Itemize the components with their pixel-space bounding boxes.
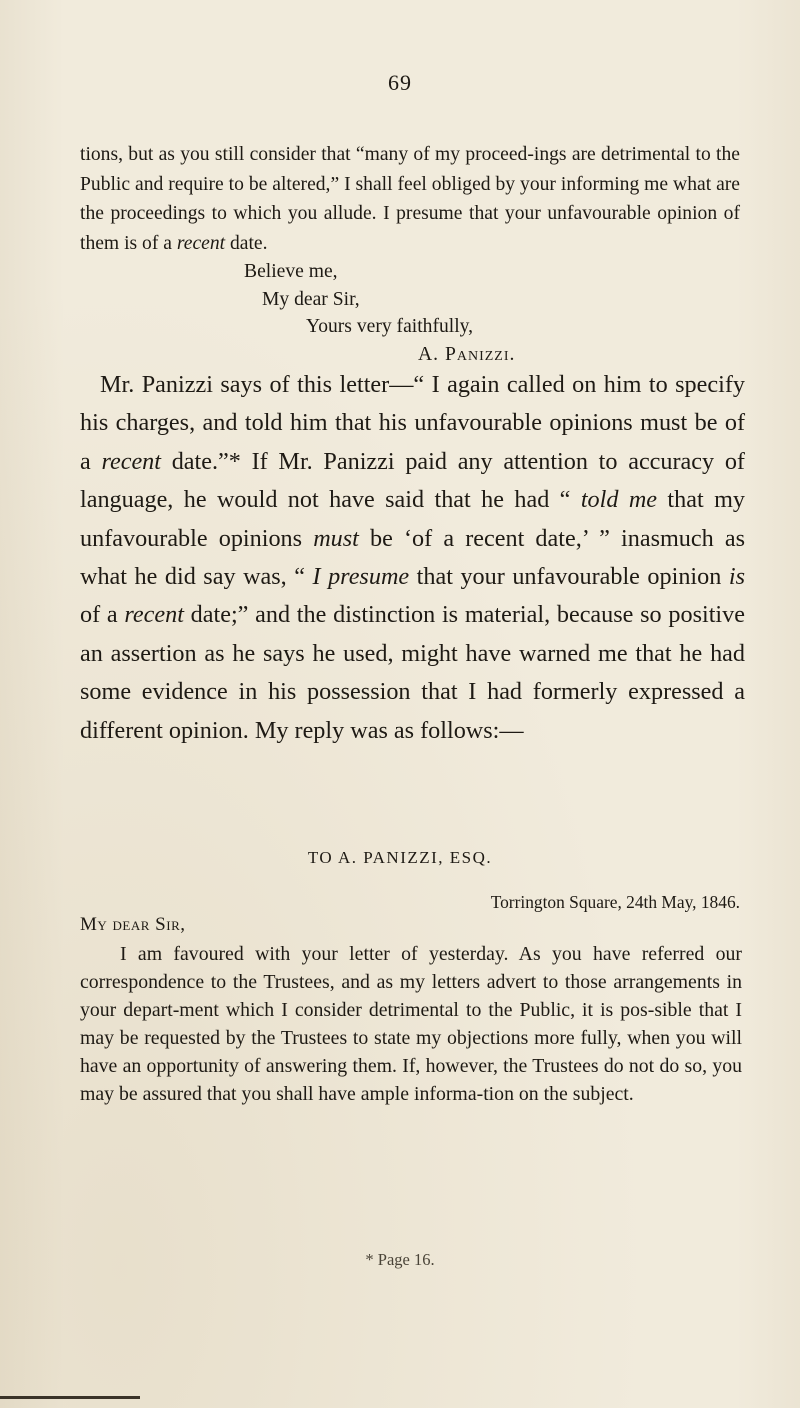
signature: A. Panizzi. [418, 343, 516, 365]
commentary-emph-recent-1: recent [101, 447, 161, 475]
commentary-emph-recent-2: recent [124, 601, 184, 629]
commentary-s1-end: date.”* [161, 447, 241, 475]
reply-letter-salutation: My dear Sir, [80, 914, 186, 935]
letter1-emphasis: recent [176, 232, 226, 254]
quoted-letter-from-panizzi [80, 140, 740, 368]
reply-letter-paragraph: I am favoured with your letter of yesterday. As you have referred our correspondence to the Trustees, and as my letters advert to those arrangements in your depart-ment which I consider detrimental to the Public, it is pos-sible that I may be requested by the Trustees to state my objections more fully, when you will have an opportunity of answering them. If, however, the Trustees do not do so, you may be assured that you shall have ample informa-tion on the subject. [80, 943, 742, 1105]
commentary-s5: that your unfavourable opinion [409, 563, 729, 591]
footnote: * Page 16. [365, 1250, 435, 1269]
letter1-body: tions, but as you still consider that “many of my proceed-ings are detrimental to the Public and require to be altered,” I shall feel obliged by your informing me what are the proceedings to which you allude. I presume that your unfavourable opinion of them is of a [80, 144, 740, 254]
commentary-s3: that my unfavourable opinions [80, 486, 745, 552]
commentary-emph-must: must [313, 524, 359, 552]
letter1-body-end: date. [225, 232, 268, 254]
commentary-emph-is: is [728, 563, 746, 591]
letter1-paragraph [80, 140, 740, 258]
reply-letter-dateline: Torrington Square, 24th May, 1846. [490, 892, 740, 912]
page-number: 69 [388, 70, 412, 95]
commentary-s4: be ‘of a recent date,’ ” inasmuch as what he did say was, “ [80, 524, 745, 591]
commentary-emph-i-presume: I presume [312, 563, 410, 591]
closing-believe-me: Believe me, [244, 261, 338, 282]
commentary-text [80, 366, 745, 750]
commentary-paragraph [80, 366, 745, 750]
commentary-s7: date;” and the distinction is material, because so positive an assertion as he says he used, might have warned me that he had some evidence in his possession that I had formerly expressed a different opinion. My reply was as follows:— [80, 601, 745, 744]
closing-my-dear-sir: My dear Sir, [262, 288, 360, 310]
closing-yours-faithfully: Yours very faithfully, [306, 316, 474, 337]
commentary-emph-told-me: told me [580, 486, 658, 514]
commentary-s2: If Mr. Panizzi paid any attention to accuracy of language, he would not have said that he had “ [80, 447, 745, 514]
reply-letter-body [80, 940, 742, 1108]
reply-letter-heading: TO A. PANIZZI, ESQ. [307, 848, 493, 867]
commentary-s1: Mr. Panizzi says of this letter—“ I again called on him to specify his charges, and told him that his unfavourable opinions must be of a [80, 371, 745, 475]
commentary-s6: of a [80, 601, 125, 629]
page-edge-rule [0, 1396, 140, 1399]
